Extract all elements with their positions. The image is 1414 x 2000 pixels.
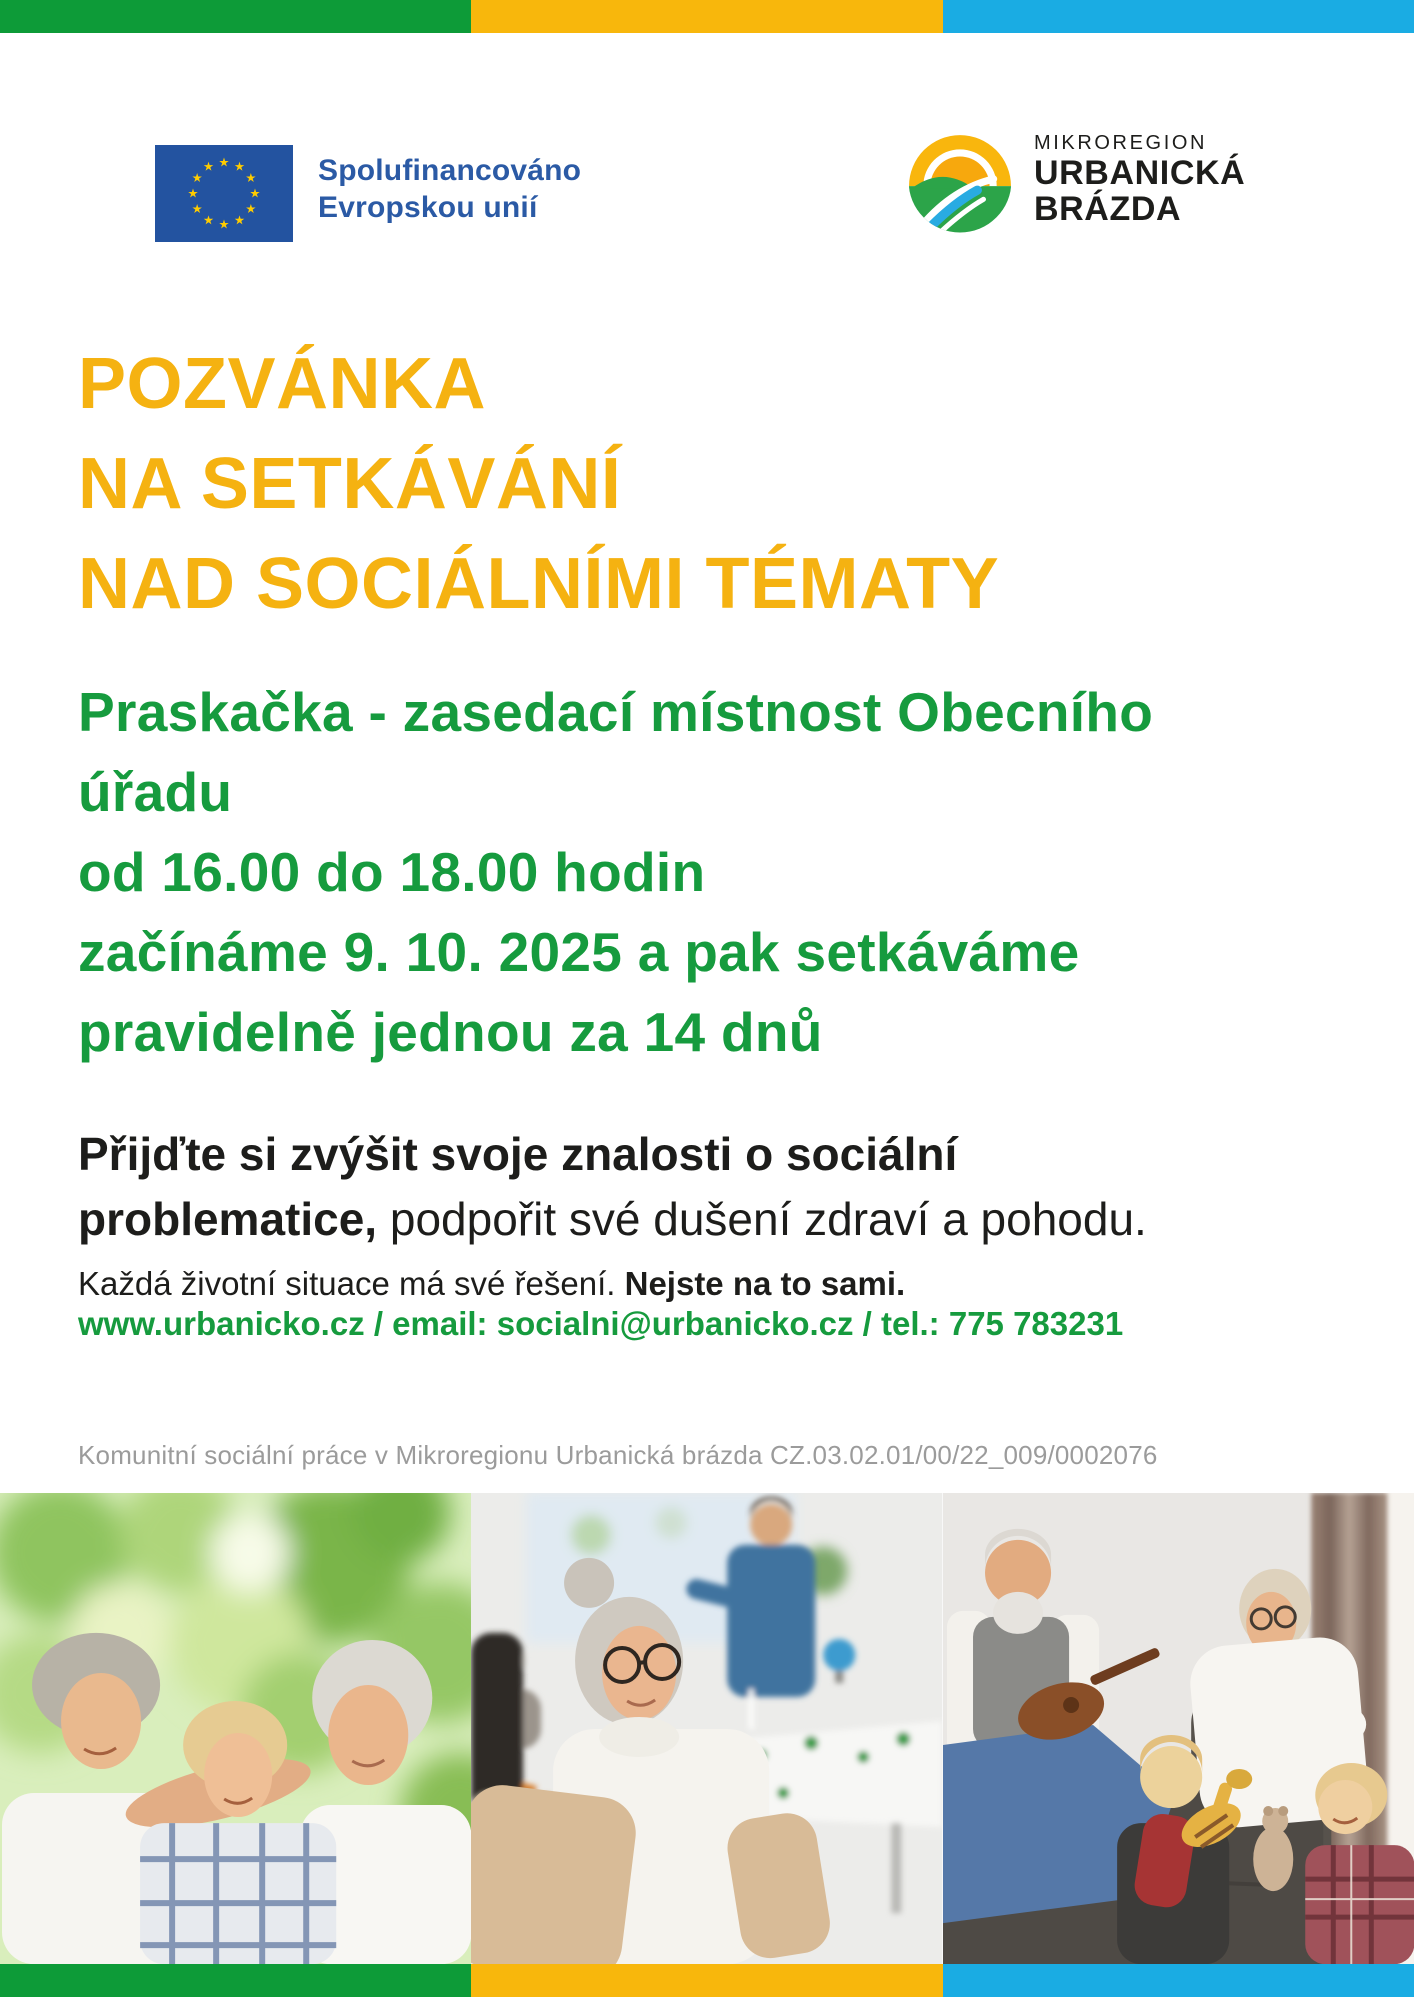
title-line-1: POZVÁNKA xyxy=(78,344,487,424)
details-line-1: Praskačka - zasedací místnost Obecního xyxy=(78,681,1154,743)
note-line xyxy=(78,1263,905,1305)
photo-strip xyxy=(0,1493,1414,1964)
eu-cofunded-label xyxy=(318,152,581,226)
mikroregion-name-line2: BRÁZDA xyxy=(1034,190,1182,228)
project-footnote: Komunitní sociální práce v Mikroregionu Urbanická brázda CZ.03.02.01/00/22_009/0002076 xyxy=(78,1440,1158,1470)
message-regular-part2: podpořit své dušení zdraví a pohodu. xyxy=(377,1193,1147,1245)
photo-classroom-graphic xyxy=(471,1493,942,1964)
top-bar-yellow-segment xyxy=(471,0,942,33)
bottom-bar-green-segment xyxy=(0,1964,471,1997)
page-title xyxy=(78,334,999,634)
message-bold-line1: Přijďte si zvýšit svoje znalosti o sociální xyxy=(78,1128,958,1180)
details-line-2: úřadu xyxy=(78,761,233,823)
title-line-3: NAD SOCIÁLNÍMI TÉMATY xyxy=(78,544,1000,624)
top-color-bar xyxy=(0,0,1414,33)
top-bar-blue-segment xyxy=(943,0,1414,33)
title-line-2: NA SETKÁVÁNÍ xyxy=(78,444,622,524)
eu-cofunded-line2: Evropskou unií xyxy=(318,191,538,224)
photo-family-graphic xyxy=(943,1493,1414,1964)
photo-seniors-outdoors xyxy=(0,1493,471,1964)
note-regular: Každá životní situace má své řešení. xyxy=(78,1265,625,1302)
invitation-message xyxy=(78,1122,1147,1252)
contact-line: www.urbanicko.cz / email: socialni@urbanicko.cz / tel.: 775 783231 xyxy=(78,1305,1124,1342)
mikroregion-kicker: MIKROREGION xyxy=(1034,132,1208,154)
photo-seniors-outdoors-graphic xyxy=(0,1493,471,1964)
eu-flag-icon xyxy=(155,145,293,242)
photo-classroom-senior xyxy=(471,1493,942,1964)
photo-family-sofa xyxy=(943,1493,1414,1964)
message-bold-part2: problematice, xyxy=(78,1193,378,1245)
details-line-3: od 16.00 do 18.00 hodin xyxy=(78,841,706,903)
mikroregion-logo-graphic xyxy=(908,129,1012,233)
message-line-1 xyxy=(78,1122,1147,1187)
mikroregion-name-line1: URBANICKÁ xyxy=(1034,154,1246,192)
bottom-bar-blue-segment xyxy=(943,1964,1414,1997)
mikroregion-logo-text xyxy=(1034,133,1245,226)
top-bar-green-segment xyxy=(0,0,471,33)
details-line-4: začínáme 9. 10. 2025 a pak setkáváme xyxy=(78,921,1080,983)
eu-cofunded-line1: Spolufinancováno xyxy=(318,154,582,187)
note-bold: Nejste na to sami. xyxy=(624,1265,906,1302)
event-details xyxy=(78,672,1153,1072)
mikroregion-logo-icon xyxy=(908,129,1012,233)
bottom-bar-yellow-segment xyxy=(471,1964,942,1997)
details-line-5: pravidelně jednou za 14 dnů xyxy=(78,1001,823,1063)
eu-flag-graphic xyxy=(155,145,293,242)
bottom-color-bar xyxy=(0,1964,1414,1997)
message-line-2 xyxy=(78,1187,1147,1252)
